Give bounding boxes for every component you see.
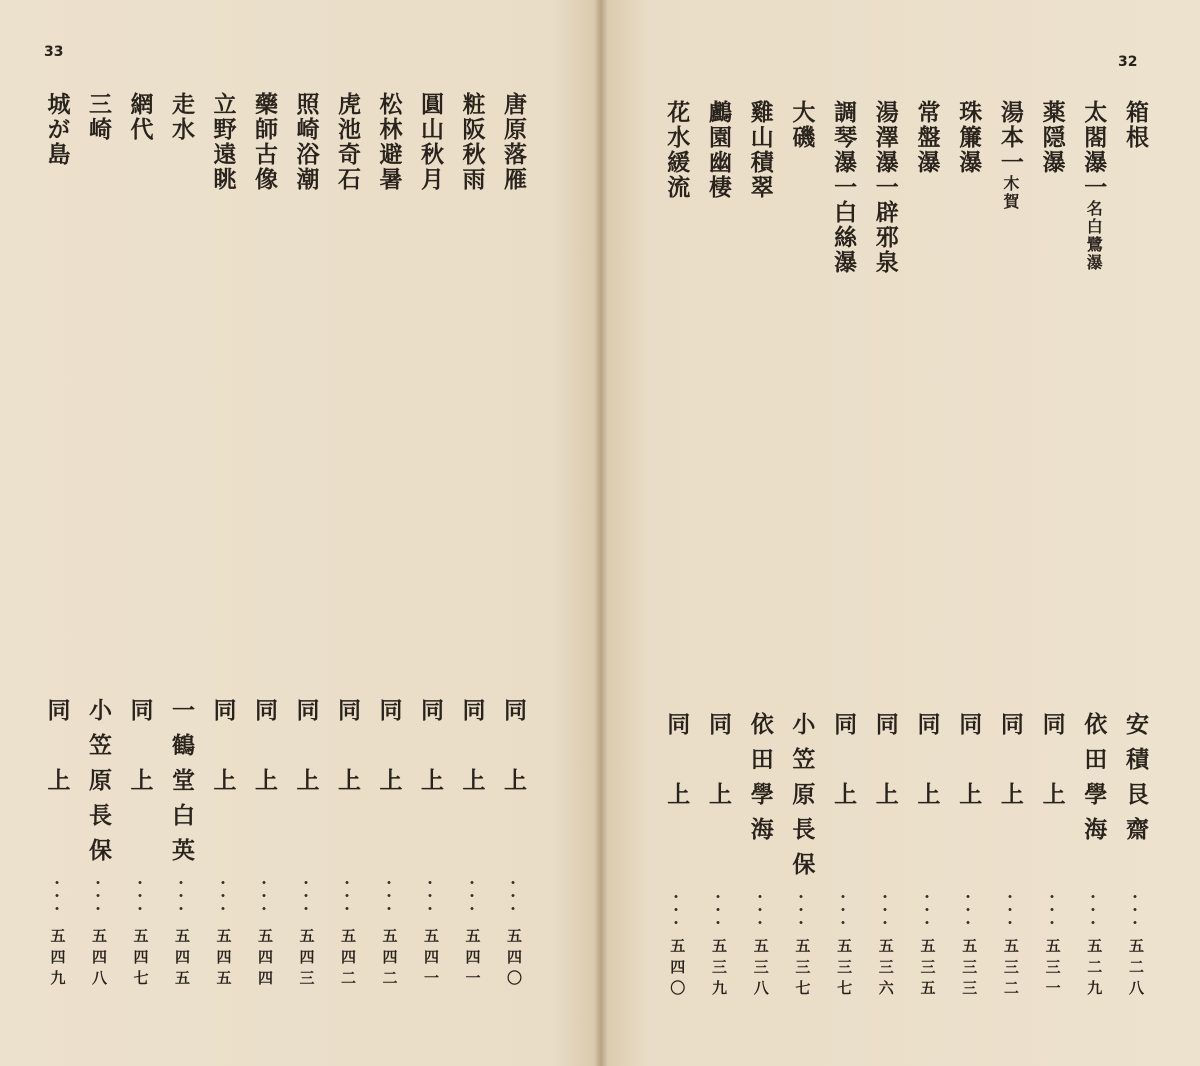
entry-title: 珠簾瀑: [955, 100, 983, 175]
page-number: 32: [1118, 54, 1138, 70]
leader-dots: [138, 876, 142, 920]
entry-author: 同 上: [500, 698, 527, 803]
entry-author: 同 上: [913, 712, 941, 817]
entry-title: 箱根: [1122, 100, 1149, 150]
entry-author: 同 上: [1038, 712, 1066, 817]
entry-page-number: 五三六: [876, 938, 895, 1001]
entry-author: 同 上: [871, 712, 899, 817]
leader-dots: [511, 876, 515, 920]
leader-dots: [179, 876, 183, 920]
entry-page-number: 五二九: [1085, 938, 1104, 1001]
entry-subtitle: 木賀: [1000, 175, 1020, 211]
entry-author: 一鶴堂白英: [168, 698, 195, 873]
entry-title: 湯澤瀑一辟邪泉: [871, 100, 899, 275]
entry-title: 粧阪秋雨: [458, 92, 486, 192]
entry-title: 薬隠瀑: [1038, 100, 1066, 175]
entry-title: 立野遠眺: [209, 92, 237, 192]
entry-author: 同 上: [251, 698, 278, 803]
leader-dots: [758, 890, 762, 930]
entry-page-number: 五三一: [1043, 938, 1062, 1001]
entry-title: 照崎浴潮: [292, 92, 320, 192]
leader-dots: [55, 876, 59, 920]
entry-title: 城が島: [43, 92, 71, 167]
entry-page-number: 五三九: [710, 938, 728, 1001]
entry-title: 鸕園幽棲: [705, 100, 732, 200]
leader-dots: [799, 890, 803, 930]
leader-dots: [883, 890, 887, 930]
entry-page-number: 五四四: [256, 928, 274, 991]
right-page: [606, 0, 1200, 1066]
entry-title: 太閤瀑一: [1080, 100, 1108, 200]
leader-dots: [387, 876, 391, 920]
entry-title: 網代: [126, 92, 154, 142]
entry-page-number: 五三七: [793, 938, 812, 1001]
entry-author: 安積艮齋: [1122, 712, 1149, 852]
leader-dots: [716, 890, 720, 930]
entry-page-number: 五四二: [339, 928, 357, 991]
entry-page-number: 五四一: [463, 928, 482, 991]
entry-title: 唐原落雁: [500, 92, 527, 192]
entry-title: 松林避暑: [375, 92, 403, 192]
entry-page-number: 五四五: [173, 928, 191, 991]
entry-page-number: 五四一: [422, 928, 440, 991]
entry-page-number: 五四五: [214, 928, 233, 991]
entry-title: 大磯: [788, 100, 816, 150]
entry-author: 同 上: [996, 712, 1024, 817]
entry-page-number: 五三二: [1001, 938, 1020, 1001]
entry-author: 依田學海: [1080, 712, 1108, 852]
entry-author: 同 上: [334, 698, 361, 803]
entry-page-number: 五三三: [960, 938, 979, 1001]
entry-page-number: 五四〇: [668, 938, 687, 1001]
entry-page-number: 五四二: [380, 928, 399, 991]
entry-title: 雞山積翠: [746, 100, 774, 200]
entry-page-number: 五四〇: [505, 928, 523, 991]
entry-subtitle: 名白鷺瀑: [1084, 200, 1104, 272]
entry-author: 同 上: [663, 712, 691, 817]
entry-author: 同 上: [209, 698, 237, 803]
entry-page-number: 五二八: [1127, 938, 1145, 1001]
entry-title: 三崎: [85, 92, 112, 142]
entry-title: 走水: [168, 92, 195, 142]
entry-author: 同 上: [375, 698, 403, 803]
entry-title: 湯本一: [996, 100, 1024, 175]
entry-title: 常盤瀑: [913, 100, 941, 175]
leader-dots: [96, 876, 100, 920]
entry-page-number: 五三五: [918, 938, 937, 1001]
leader-dots: [1133, 890, 1137, 930]
entry-author: 同 上: [417, 698, 444, 803]
entry-title: 花水緩流: [663, 100, 691, 200]
entry-title: 調琴瀑一白絲瀑: [830, 100, 858, 275]
entry-author: 同 上: [830, 712, 858, 817]
leader-dots: [841, 890, 845, 930]
leader-dots: [966, 890, 970, 930]
leader-dots: [428, 876, 432, 920]
leader-dots: [674, 890, 678, 930]
page-number: 33: [44, 44, 64, 60]
entry-author: 同 上: [292, 698, 320, 803]
leader-dots: [262, 876, 266, 920]
leader-dots: [221, 876, 225, 920]
entry-author: 同 上: [43, 698, 71, 803]
leader-dots: [1008, 890, 1012, 930]
leader-dots: [470, 876, 474, 920]
leader-dots: [1091, 890, 1095, 930]
entry-page-number: 五四三: [297, 928, 316, 991]
entry-author: 同 上: [705, 712, 732, 817]
entry-page-number: 五四七: [131, 928, 150, 991]
entry-author: 依田學海: [746, 712, 774, 852]
entry-page-number: 五四九: [48, 928, 67, 991]
leader-dots: [1050, 890, 1054, 930]
entry-page-number: 五三七: [835, 938, 854, 1001]
entry-page-number: 五四八: [90, 928, 108, 991]
entry-page-number: 五三八: [751, 938, 770, 1001]
entry-title: 虎池奇石: [334, 92, 361, 192]
entry-author: 同 上: [458, 698, 486, 803]
leader-dots: [925, 890, 929, 930]
entry-author: 同 上: [955, 712, 983, 817]
leader-dots: [304, 876, 308, 920]
entry-title: 藥師古像: [251, 92, 278, 192]
entry-author: 小笠原長保: [788, 712, 816, 887]
entry-author: 同 上: [126, 698, 154, 803]
entry-title: 圓山秋月: [417, 92, 444, 192]
entry-author: 小笠原長保: [85, 698, 112, 873]
leader-dots: [345, 876, 349, 920]
